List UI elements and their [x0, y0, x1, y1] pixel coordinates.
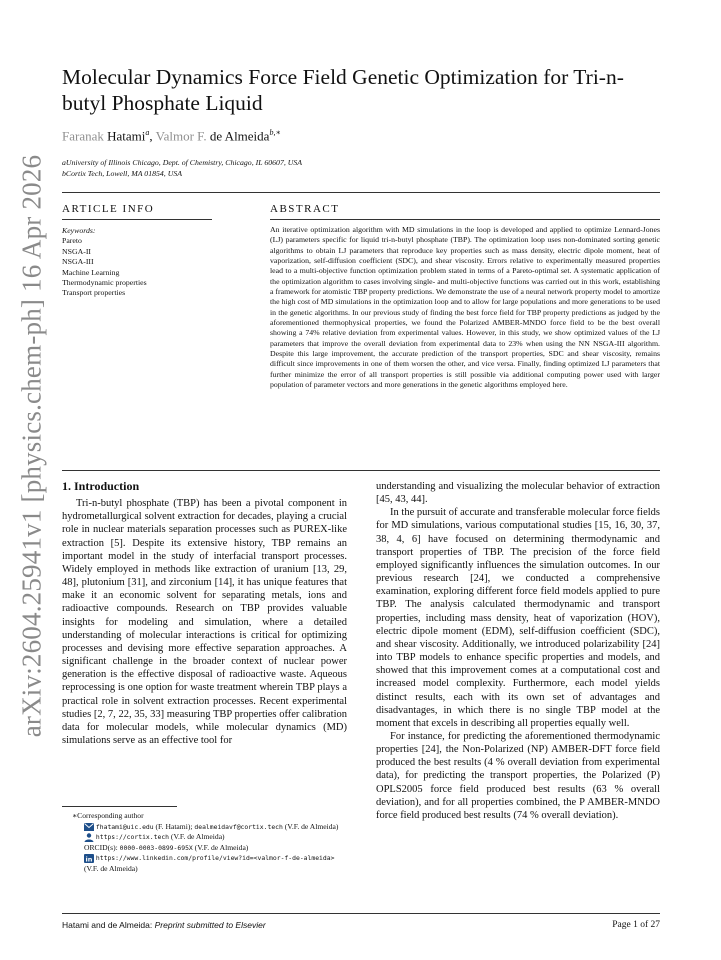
- abstract-heading: ABSTRACT: [270, 203, 340, 215]
- arxiv-side-stamp: [8, 154, 56, 738]
- email-owner-2: (V.F. de Almeida): [284, 821, 339, 831]
- orcid-owner: (V.F. de Almeida): [194, 842, 249, 852]
- footnote-rule: [62, 806, 177, 807]
- footnotes: [62, 811, 347, 875]
- article-info-rule: [62, 219, 212, 220]
- affiliation-b: bCortix Tech, Lowell, MA 01854, USA: [62, 169, 182, 178]
- author-1-affil-mark: a: [145, 128, 150, 137]
- author-1-family-name: Hatami: [107, 128, 146, 144]
- email-address-2[interactable]: dealmeidavf@cortix.tech: [194, 822, 283, 831]
- linkedin-icon: [84, 854, 94, 863]
- corresponding-author-note: ∗Corresponding author: [72, 811, 144, 820]
- header-divider: [62, 192, 660, 193]
- keywords-block: [62, 226, 147, 299]
- svg-text:in: in: [85, 855, 93, 864]
- linkedin-url[interactable]: https://www.linkedin.com/profile/view?id=<valmor-f-de-almeida>: [95, 854, 335, 863]
- intro-paragraph-1: Tri-n-butyl phosphate (TBP) has been a pivotal component in hydrometallurgical solvent extraction for decades, playing a crucial role in nuclear materials separation processes such as PUREX-like extraction [5]. Despite its extensive history, TBP remains an important model in the study of interfacial transport processes. Widely employed in methods like extraction of uranium [13, 29, 48], plutonium [31], and zirconium [14], it has unique features that make it an economic solvent for separating metals, ions and radioactive compounds. Research on TBP provides valuable insights for modeling and simulation, where a detailed understanding of molecular interactions is critical for optimizing processes and devising more effective separation approaches. A significant challenge in the broader context of nuclear power generation is the effective disposal of radioactive waste. Aqueous reprocessing is one option for waste treatment wherein TBP plays a practical role in solvent extraction processes. Recent experimental studies [2, 7, 22, 35, 33] measuring TBP properties offer calibration data for molecular models, while molecular dynamics (MD) simulations serve as an effective tool for: [62, 498, 347, 746]
- abstract-text: An iterative optimization algorithm with MD simulations in the loop is developed and applied to optimize Lennard-Jones (LJ) parameters specific for liquid tri-n-butyl phosphate (TBP). The optimization loop uses non-dominated sorting genetic algorithms to obtain LJ parameters that reproduce key properties such as mass density, electric dipole moment, heat of vaporization, self-diffusion coefficient (SDC), and shear viscosity. Errors relative to experimentally measured properties lead to a multi-objective function optimization problem stated in terms of a Pareto-optimal set. A systematic application of the optimization algorithm to cases involving single- and multi-objective functions was carried out in this work, establishing a framework for atomistic TBP property predictions. We demonstrate the use of a neural network property model to amortize the high cost of MD simulations in the optimization loop and to allow for large populations and more generations to be used in the genetic algorithms. In our previous study of finding the best force field for TBP property predictions as judged by the aforementioned thermophysical properties, we found the Polarized AMBER-MNDO force field to be the best overall showing a 74% relative deviation from experimental values. However, in this study, we show optimized values of the LJ parameters that improve the overall deviation from experimental data to 23% when using the NN NSGA-III algorithm. Despite this large improvement, the accurate prediction of the transport properties, SDC and shear viscosity, remains difficult since improvements in one of them worsen the other, and vice versa. Finally, finding optimized LJ parameters that further minimize the error of all transport properties is still possible via additional computing power used with larger population of parameter vectors and more generations in the genetic algorithms employed here.: [270, 225, 660, 390]
- intro-paragraph-3: For instance, for predicting the aforementioned thermodynamic properties [24], the Non-Polarized (NP) AMBER-DFT force field produced the best results (4 % overall deviation from experimental data), for predicting the transport properties, the Polarized (P) OPLS2005 force field produced best results (63 % overall deviation), and for all properties combined, the P AMBER-MNDO force field produced best results (74 % overall deviation).: [376, 730, 660, 821]
- footer-left: [62, 920, 266, 930]
- footer-divider: [62, 913, 660, 914]
- page-number: Page 1 of 27: [612, 920, 660, 930]
- section-heading-introduction: 1. Introduction: [62, 479, 140, 493]
- email-address-1[interactable]: fhatami@uic.edu: [95, 822, 154, 831]
- arxiv-identifier: arXiv:2604.25941v1 [physics.chem-ph] 16 Apr 2026: [16, 154, 47, 738]
- article-info-heading: ARTICLE INFO: [62, 203, 155, 215]
- paper-title: Molecular Dynamics Force Field Genetic Optimization for Tri-n-butyl Phosphate Liquid: [62, 65, 624, 115]
- orcid-footnote: [62, 843, 347, 854]
- keyword-item: NSGA-II: [62, 246, 92, 256]
- footer-preprint-note: Preprint submitted to Elsevier: [154, 920, 266, 930]
- intro-paragraph-2: In the pursuit of accurate and transferable molecular force fields for MD simulations, various computational studies [15, 16, 30, 37, 38, 4, 6] have focused on determining thermodynamic and transport properties of TBP. The precision of the force field employed significantly influences the simulation outcomes. In our previous research [24], we conducted a comprehensive examination, exploring different force field models applied to pure TBP. The analysis calculated thermodynamic and transport properties, including mass density, heat of vaporization (HOV), electric dipole moment (EDM), self-diffusion coefficient (SDC), and shear viscosity. Additionally, we introduced polarizability [24] into TBP models to enhance specific properties and models, and showed that this improvement comes at a computational cost and increased model complexity. Furthermore, each model yields distinct results, each with its own set of advantages and disadvantages, in which there is no single TBP model at the moment that excels in describing all properties equally well.: [376, 507, 660, 729]
- keyword-item: NSGA-III: [62, 257, 94, 267]
- keyword-item: Transport properties: [62, 288, 126, 298]
- orcid-label: ORCID(s):: [84, 842, 118, 852]
- author-1-given-name: Faranak: [62, 128, 104, 144]
- email-footnote: [62, 822, 347, 833]
- envelope-icon: [84, 823, 94, 831]
- body-divider: [62, 470, 660, 471]
- author-2-affil-mark: b,∗: [269, 128, 281, 137]
- right-column: [376, 480, 660, 822]
- homepage-url[interactable]: https://cortix.tech: [95, 833, 170, 842]
- linkedin-footnote: [62, 853, 347, 874]
- author-list: Faranak Hatami$^a$, Valmor F. de Almeida$^{b,∗}$: [62, 128, 281, 144]
- keyword-item: Pareto: [62, 236, 82, 246]
- affiliations: [62, 157, 302, 179]
- email-owner-1: (F. Hatami);: [155, 821, 193, 831]
- affiliation-a: aUniversity of Illinois Chicago, Dept. of Chemistry, Chicago, IL 60607, USA: [62, 158, 303, 167]
- keywords-label: Keywords:: [62, 226, 96, 235]
- footer-authors: Hatami and de Almeida:: [62, 920, 153, 930]
- orcid-id[interactable]: 0000-0003-0899-695X: [119, 843, 193, 852]
- abstract-rule: [270, 219, 660, 220]
- keyword-item: Machine Learning: [62, 267, 120, 277]
- person-icon: [84, 833, 94, 842]
- keyword-item: Thermodynamic properties: [62, 278, 147, 288]
- homepage-owner: (V.F. de Almeida): [170, 832, 225, 842]
- intro-paragraph-1-continued: understanding and visualizing the molecular behavior of extraction [45, 43, 44].: [376, 481, 660, 506]
- author-2-family-name: de Almeida: [209, 128, 270, 144]
- homepage-footnote: [62, 832, 347, 843]
- left-column: [62, 480, 347, 747]
- linkedin-owner: (V.F. de Almeida): [84, 863, 138, 873]
- author-2-given-name: Valmor F.: [155, 128, 207, 144]
